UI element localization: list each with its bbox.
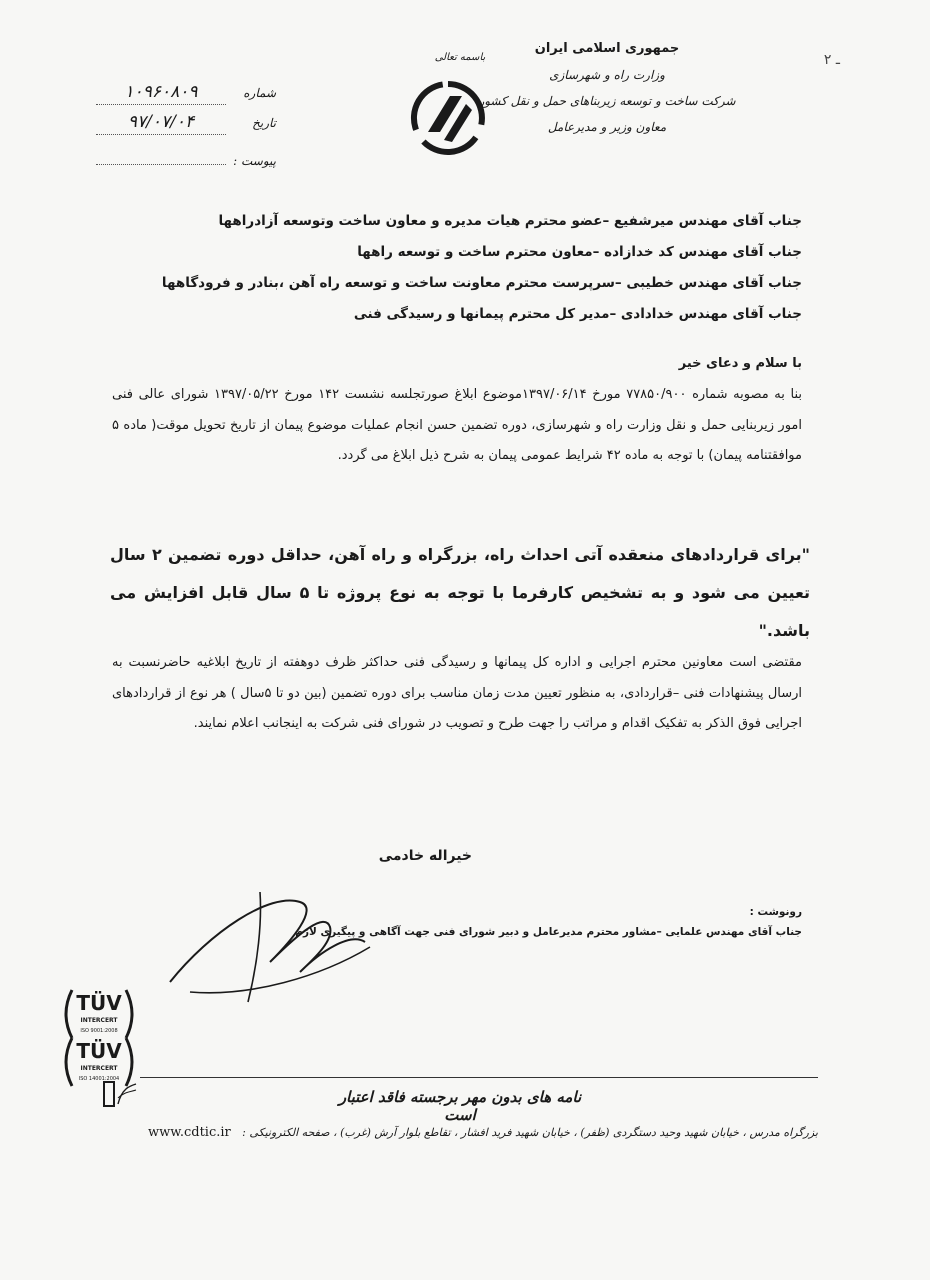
number-value: ۱۰۹۶۰۸۰۹ xyxy=(96,82,226,105)
cc-label: رونوشت : xyxy=(749,906,802,918)
number-row xyxy=(96,82,276,112)
badge-sub: INTERCERT xyxy=(80,1017,118,1024)
addressee-line: جناب آقای مهندس خدادادی –مدیر کل محترم پیمانها و رسیدگی فنی xyxy=(353,306,802,322)
attachment-label: پیوست : xyxy=(233,154,276,168)
badge-sub: INTERCERT xyxy=(80,1065,118,1072)
addressee-line: جناب آقای مهندس میرشفیع –عضو محترم هیات مدیره و معاون ساخت وتوسعه آزادراهها xyxy=(218,213,802,229)
number-label: شماره xyxy=(243,86,276,100)
body-paragraph-1: بنا به مصوبه شماره ۷۷۸۵۰/۹۰۰ مورخ ۱۳۹۷/۰۶/۱۴موضوع ابلاغ صورتجلسه نشست ۱۴۲ مورخ ۱۳۹۷/۰۵/۲۲ شورای عالی فنی امور زیربنایی حمل و نقل وزارت راه و شهرسازی، دوره تضمین حسن انجام عملیات موضوع پیمان از تاریخ تحویل موقت( ماده ۵ موافقتنامه پیمان) با توجه به ماده ۴۲ شرایط عمومی پیمان به شرح ذیل ابلاغ می گردد. xyxy=(112,387,802,463)
footer-divider xyxy=(140,1077,818,1078)
date-label: تاریخ xyxy=(252,116,276,130)
handwritten-signature-icon xyxy=(150,872,390,1012)
date-row xyxy=(96,112,276,142)
footer-validity-note: نامه های بدون مهر برجسته فاقد اعتبار است xyxy=(338,1088,582,1124)
company-name: شرکت ساخت و توسعه زیربناهای حمل و نقل کشور xyxy=(478,94,736,108)
country-name: جمهوری اسلامی ایران xyxy=(534,41,680,56)
addressee-line: جناب آقای مهندس خطیبی –سرپرست محترم معاونت ساخت و توسعه راه آهن ،بنادر و فرودگاهها xyxy=(161,275,802,291)
signer-name: خیراله خادمی xyxy=(378,848,472,864)
quality-seal-icon xyxy=(100,1078,140,1110)
cc-recipient: جناب آقای مهندس علمایی –مشاور محترم مدیرعامل و دبیر شورای فنی جهت آگاهی و پیگیری لازم xyxy=(295,926,802,938)
date-value: ۹۷/۰۷/۰۴ xyxy=(96,112,226,135)
basmala: باسمه تعالی xyxy=(434,52,486,63)
attachment-row xyxy=(96,142,276,172)
footer-address: بزرگراه مدرس ، خیابان شهید وحید دستگردی (ظفر) ، خیابان شهید فرید افشار ، تقاطع بلوار آرش (غرب) ، صفحه الکترونیکی : xyxy=(242,1126,818,1139)
badge-cert: ISO 9001:2008 xyxy=(80,1028,118,1034)
badge-brand: TÜV xyxy=(76,991,122,1015)
attachment-value xyxy=(96,142,226,165)
greeting: با سلام و دعای خیر xyxy=(678,356,802,371)
company-logo-icon xyxy=(410,80,486,156)
letter-meta xyxy=(96,82,276,172)
addressee-line: جناب آقای مهندس کد خدازاده –معاون محترم ساخت و توسعه راهها xyxy=(357,244,802,260)
corner-mark: ـ ۲ xyxy=(823,52,840,68)
ministry-name: وزارت راه و شهرسازی xyxy=(549,68,665,82)
badge-cert: ISO 14001:2004 xyxy=(78,1076,120,1082)
footer-website-link[interactable]: www.cdtic.ir xyxy=(148,1125,231,1140)
badge-brand: TÜV xyxy=(76,1039,122,1063)
office-title: معاون وزیر و مدیرعامل xyxy=(547,120,667,134)
letterhead xyxy=(442,36,772,140)
body-paragraph-2: مقتضی است معاونین محترم اجرایی و اداره کل پیمانها و رسیدگی فنی حداکثر ظرف دوهفته از تاریخ ابلاغیه حاضرنسبت به ارسال پیشنهادات فنی –قراردادی، به منظور تعیین مدت زمان مناسب برای دوره تضمین (بین دو تا ۵سال ) هر نوع از قراردادهای اجرایی فوق الذکر به تفکیک اقدام و مراتب را جهت طرح و تصویب در شورای فنی شرکت به اینجانب اعلام نمایند. xyxy=(112,655,803,731)
directive-quote: "برای قراردادهای منعقده آتی احداث راه، بزرگراه و راه آهن، حداقل دوره تضمین ۲ سال تعیین می شود و به تشخیص کارفرما با توجه به نوع پروژه تا ۵ سال قابل افزایش می باشد." xyxy=(110,545,811,640)
addressee-list xyxy=(122,206,802,330)
